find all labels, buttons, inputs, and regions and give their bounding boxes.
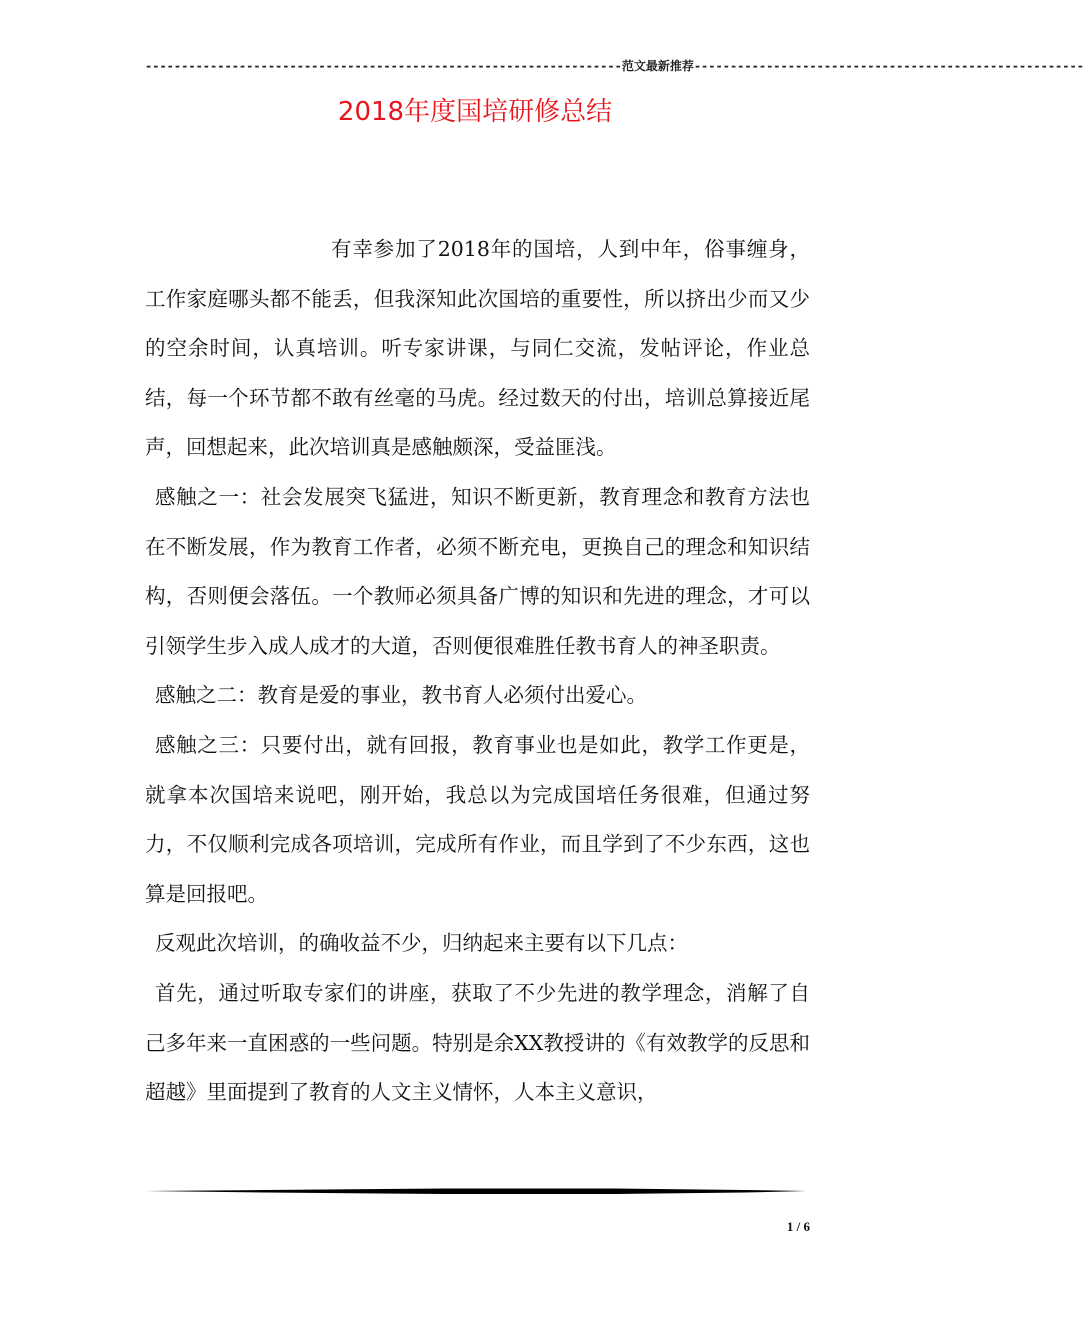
document-body xyxy=(145,225,810,1118)
paragraph-insight-2: 感触之二：教育是爱的事业，教书育人必须付出爱心。 xyxy=(155,683,647,708)
paragraph-summary: 反观此次培训，的确收益不少，归纳起来主要有以下几点： xyxy=(155,931,688,956)
header-banner: ------------------------------------------------------------------范文最新推荐------------------------------------------------------ xyxy=(145,59,1084,73)
paragraph-insight-1: 感触之一：社会发展突飞猛进，知识不断更新，教育理念和教育方法也在不断发展，作为教育工作者，必须不断充电，更换自己的理念和知识结构，否则便会落伍。一个教师必须具备广博的知识和先进的理念，才可以引领学生步入成人成才的大道，否则便很难胜任教书育人的神圣职责。 xyxy=(145,484,810,658)
footer-rule xyxy=(145,1188,807,1195)
paragraph-insight-3: 感触之三：只要付出，就有回报，教育事业也是如此，教学工作更是，就拿本次国培来说吧，刚开始，我总以为完成国培任务很难，但通过努力，不仅顺利完成各项培训，完成所有作业，而且学到了不少东西，这也算是回报吧。 xyxy=(145,732,810,906)
paragraph-first-point: 首先，通过听取专家们的讲座，获取了不少先进的教学理念，消解了自己多年来一直困惑的一些问题。特别是余XX教授讲的《有效教学的反思和超越》里面提到了教育的人文主义情怀，人本主义意识， xyxy=(145,980,810,1105)
page-number: 1 / 6 xyxy=(786,1219,810,1234)
document-title: 2018年度国培研修总结 xyxy=(337,97,613,127)
paragraph-intro: 有幸参加了2018年的国培，人到中年，俗事缠身，工作家庭哪头都不能丢，但我深知此次国培的重要性，所以挤出少而又少的空余时间，认真培训。听专家讲课，与同仁交流，发帖评论，作业总结，每一个环节都不敢有丝毫的马虎。经过数天的付出，培训总算接近尾声，回想起来，此次培训真是感触颇深，受益匪浅。 xyxy=(145,237,810,460)
